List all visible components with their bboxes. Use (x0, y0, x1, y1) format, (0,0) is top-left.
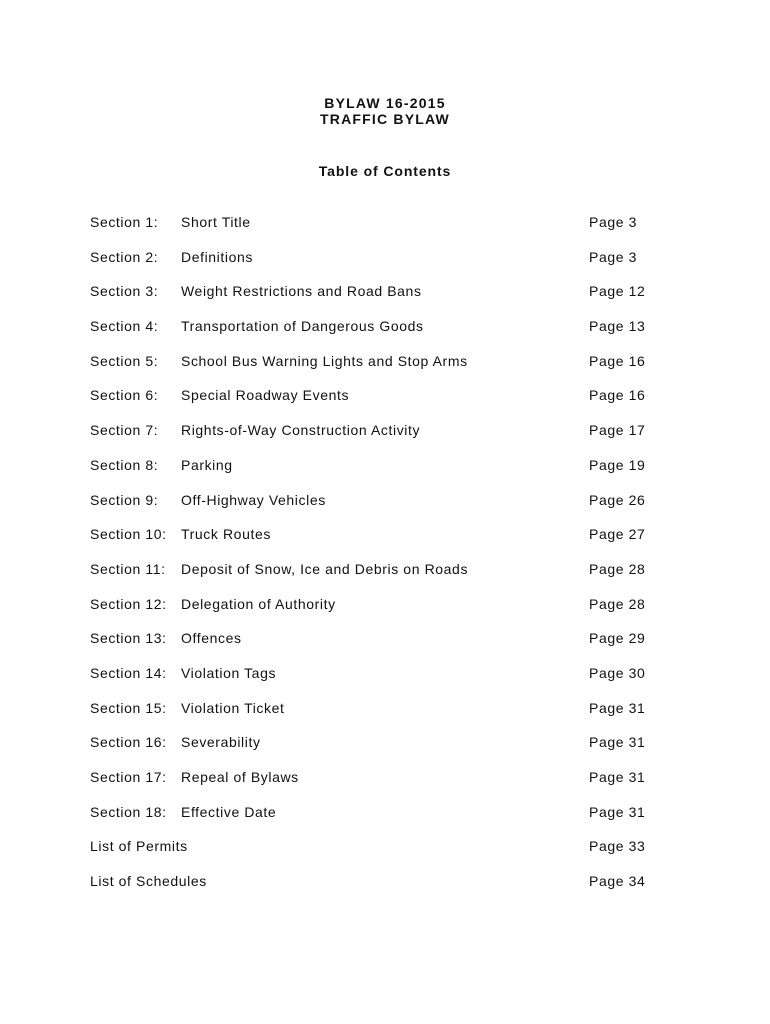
toc-section-title: School Bus Warning Lights and Stop Arms (181, 352, 468, 369)
toc-row (90, 457, 670, 492)
table-of-contents (90, 214, 670, 908)
toc-section-title: Violation Ticket (181, 699, 285, 716)
toc-row (90, 214, 670, 249)
toc-section-number: Section 1: (90, 214, 159, 230)
toc-section-title: Delegation of Authority (181, 595, 336, 612)
toc-row-list-of-schedules (90, 873, 670, 908)
toc-section-title: Rights-of-Way Construction Activity (181, 422, 421, 439)
toc-section-number: Section 6: (90, 387, 159, 404)
toc-page-number: Page 16 (589, 352, 646, 369)
toc-page-number: Page 31 (589, 803, 646, 820)
toc-section-number: Section 9: (90, 491, 159, 508)
toc-page-number: Page 31 (589, 769, 646, 785)
toc-section-number: Section 16: (90, 734, 167, 751)
toc-section-number: Section 2: (90, 248, 159, 265)
toc-section-title: Offences (181, 630, 242, 647)
toc-row (90, 526, 670, 561)
toc-row (90, 596, 670, 631)
toc-page-number: Page 28 (589, 595, 646, 612)
toc-page-number: Page 3 (589, 214, 637, 230)
toc-section-number: Section 4: (90, 318, 159, 335)
toc-row (90, 700, 670, 735)
toc-section-title: Off-Highway Vehicles (181, 491, 326, 508)
toc-section-title: Definitions (181, 248, 253, 265)
toc-section-title: Effective Date (181, 803, 277, 820)
toc-section-title: Severability (181, 734, 261, 751)
toc-section-number: Section 7: (90, 422, 159, 439)
toc-page-number: Page 31 (589, 699, 646, 716)
toc-row (90, 665, 670, 700)
toc-section-number: Section 18: (90, 803, 167, 820)
toc-page-number: Page 31 (589, 734, 646, 751)
toc-row (90, 318, 670, 353)
toc-row (90, 561, 670, 596)
toc-section-title: Weight Restrictions and Road Bans (181, 283, 422, 300)
toc-row (90, 422, 670, 457)
toc-list-label: List of Permits (90, 838, 188, 855)
toc-row (90, 734, 670, 769)
toc-section-number: Section 11: (90, 560, 166, 577)
toc-list-label: List of Schedules (90, 873, 207, 890)
toc-row (90, 283, 670, 318)
toc-section-number: Section 13: (90, 630, 167, 647)
toc-page-number: Page 16 (589, 387, 646, 404)
toc-section-title: Truck Routes (181, 526, 271, 543)
toc-section-number: Section 14: (90, 664, 167, 681)
toc-row (90, 630, 670, 665)
toc-row (90, 387, 670, 422)
toc-section-title: Special Roadway Events (181, 387, 350, 404)
table-of-contents-heading: Table of Contents (318, 163, 452, 179)
toc-section-number: Section 8: (90, 456, 159, 473)
toc-section-number: Section 12: (90, 595, 167, 612)
toc-section-title: Violation Tags (181, 664, 277, 681)
toc-section-number: Section 10: (90, 526, 167, 543)
toc-section-title: Repeal of Bylaws (181, 769, 299, 785)
toc-section-title: Deposit of Snow, Ice and Debris on Roads (181, 560, 469, 577)
toc-page-number: Page 34 (589, 873, 646, 890)
toc-section-title: Parking (181, 456, 233, 473)
toc-page-number: Page 12 (589, 283, 646, 300)
toc-row-list-of-permits (90, 838, 670, 873)
bylaw-name-title: TRAFFIC BYLAW (320, 111, 450, 127)
bylaw-number-title: BYLAW 16-2015 (324, 95, 446, 111)
toc-section-number: Section 15: (90, 699, 167, 716)
toc-page-number: Page 27 (589, 526, 646, 543)
toc-section-number: Section 17: (90, 769, 167, 785)
toc-page-number: Page 28 (589, 560, 646, 577)
toc-row (90, 804, 670, 839)
toc-row (90, 492, 670, 527)
toc-section-title: Short Title (181, 214, 251, 230)
toc-page-number: Page 30 (589, 664, 646, 681)
toc-row (90, 249, 670, 284)
toc-page-number: Page 26 (589, 491, 646, 508)
toc-section-number: Section 5: (90, 352, 159, 369)
toc-page-number: Page 3 (589, 248, 637, 265)
toc-page-number: Page 33 (589, 838, 646, 855)
toc-page-number: Page 19 (589, 456, 646, 473)
toc-section-title: Transportation of Dangerous Goods (181, 318, 424, 335)
toc-row (90, 769, 670, 804)
toc-page-number: Page 17 (589, 422, 646, 439)
toc-row (90, 353, 670, 388)
toc-page-number: Page 29 (589, 630, 646, 647)
toc-page-number: Page 13 (589, 318, 646, 335)
toc-section-number: Section 3: (90, 283, 159, 300)
